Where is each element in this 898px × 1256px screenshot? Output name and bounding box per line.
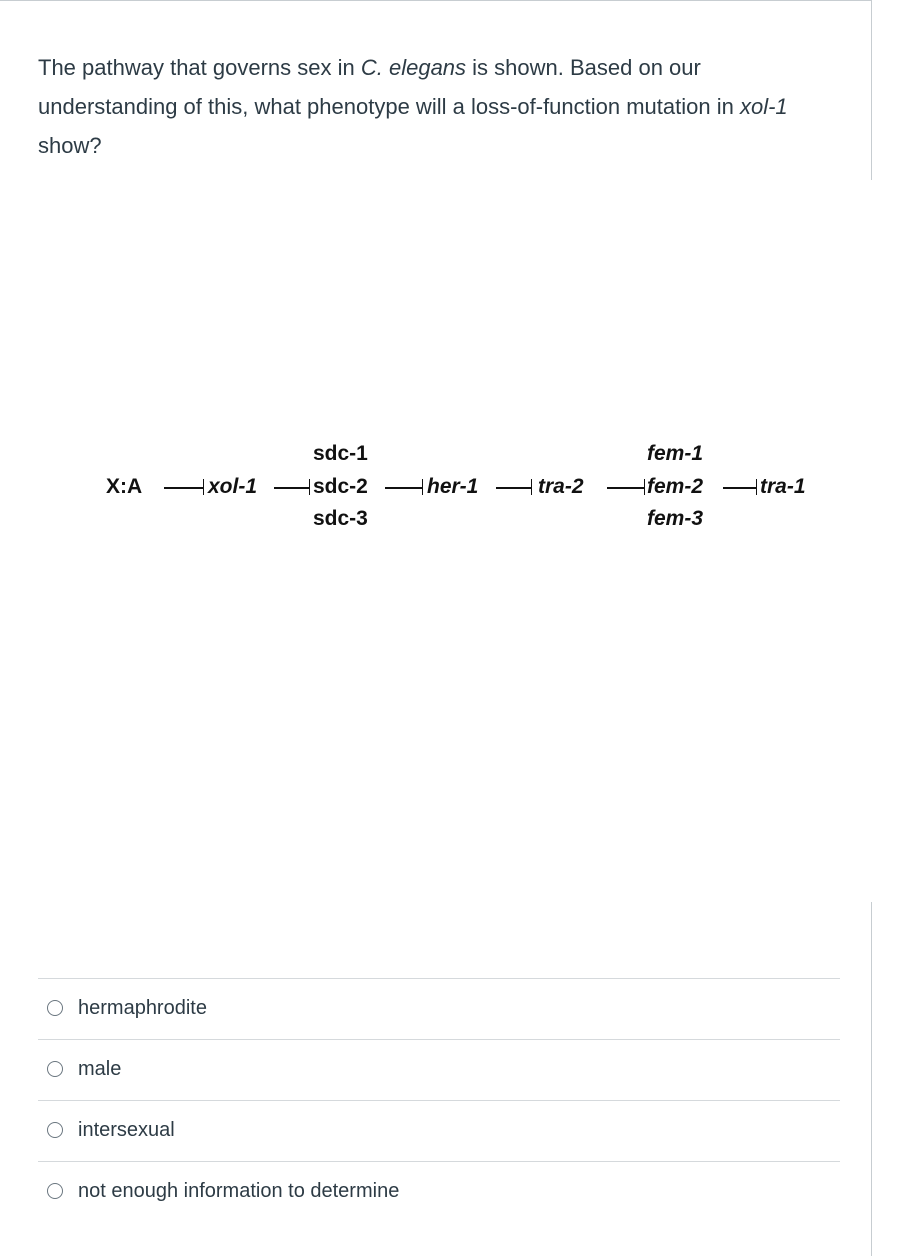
answer-label[interactable]: intersexual	[78, 1119, 175, 1141]
answer-choices	[38, 978, 840, 1222]
species-name: C. elegans	[360, 55, 467, 80]
inhibition-arrow	[274, 479, 310, 495]
inhibition-arrow	[385, 479, 423, 495]
gene-xol-1: xol-1	[208, 475, 258, 498]
inhibition-arrow	[164, 479, 204, 495]
answer-option[interactable]	[38, 1100, 840, 1161]
gene-sdc-2: sdc-2	[313, 475, 368, 498]
radio-button[interactable]	[47, 1183, 63, 1199]
question-text: The pathway that governs sex in C. elegans is shown. Based on our understanding of this, what phenotype will a loss-of-function mutation in xol-1 show?	[38, 55, 788, 158]
inhibition-arrow	[607, 479, 645, 495]
gene-name: xol-1	[739, 94, 788, 119]
answer-option[interactable]	[38, 978, 840, 1039]
gene-fem-3: fem-3	[647, 507, 704, 530]
radio-button[interactable]	[47, 1122, 63, 1138]
gene-sdc-3: sdc-3	[313, 507, 368, 530]
answer-label[interactable]: male	[78, 1058, 122, 1080]
inhibition-arrow	[496, 479, 532, 495]
ratio-label: X:A	[106, 475, 143, 498]
inhibition-arrow	[723, 479, 757, 495]
gene-sdc-1: sdc-1	[313, 442, 368, 465]
gene-tra-2: tra-2	[538, 475, 584, 498]
radio-button[interactable]	[47, 1061, 63, 1077]
gene-tra-1: tra-1	[760, 475, 806, 498]
answer-label[interactable]: not enough information to determine	[78, 1180, 400, 1202]
answer-label[interactable]: hermaphrodite	[78, 997, 207, 1019]
radio-button[interactable]	[47, 1000, 63, 1016]
gene-fem-2: fem-2	[647, 475, 704, 498]
gene-her-1: her-1	[427, 475, 479, 498]
card-border-right	[871, 902, 872, 1256]
sex-determination-pathway-diagram	[100, 430, 840, 540]
gene-fem-1: fem-1	[647, 442, 704, 465]
answer-option[interactable]	[38, 1039, 840, 1100]
answer-option[interactable]	[38, 1161, 840, 1222]
